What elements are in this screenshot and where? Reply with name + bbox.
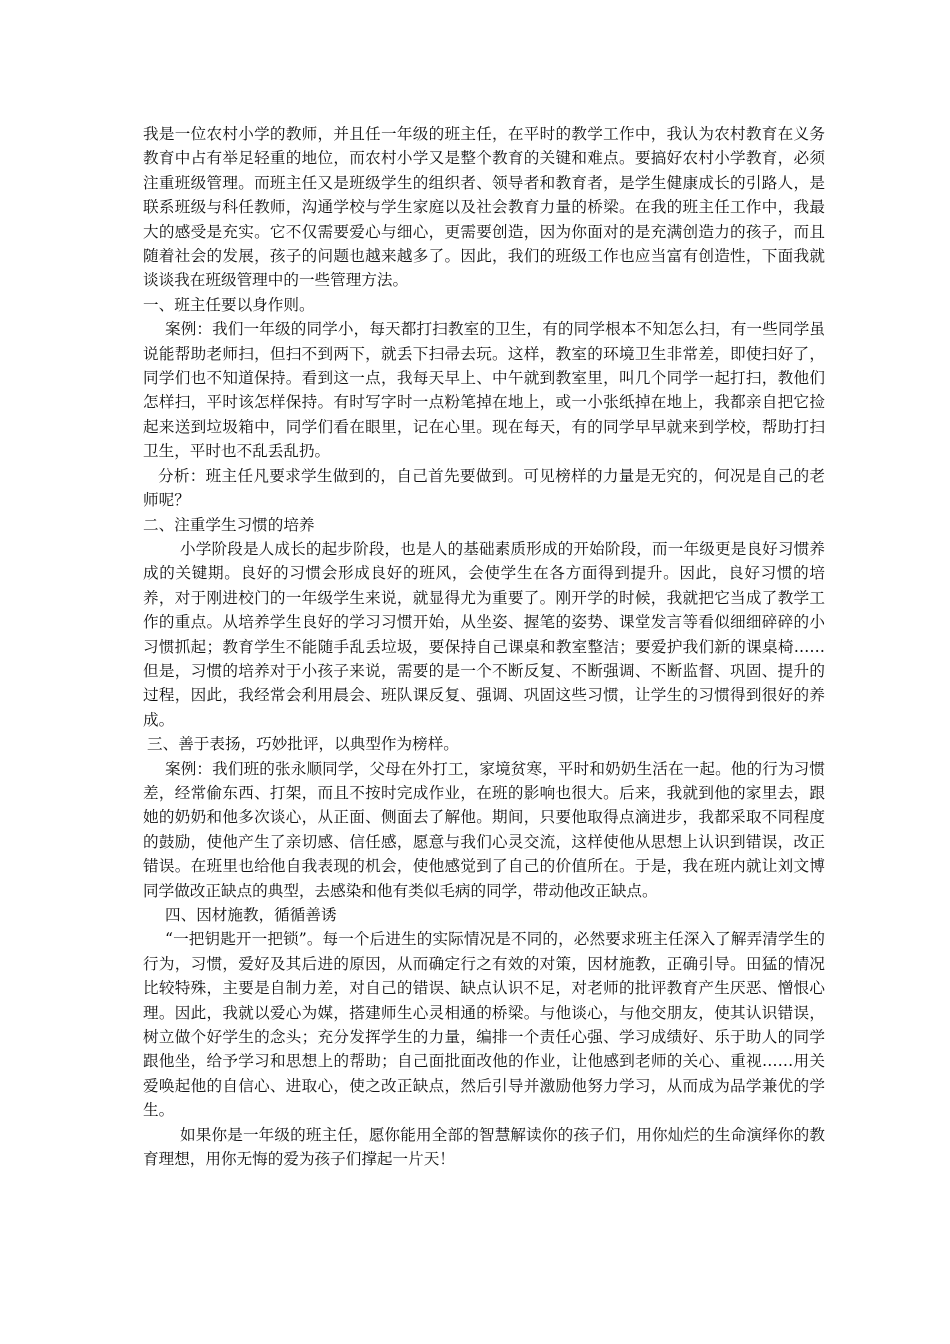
analysis-paragraph-1: 分析：班主任凡要求学生做到的，自己首先要做到。可见榜样的力量是无究的，何况是自己的老师呢？ (143, 466, 825, 510)
conclusion-paragraph: 如果你是一年级的班主任，愿你能用全部的智慧解读你的孩子们，用你灿烂的生命演绎你的教育理想，用你无悔的爱为孩子们撑起一片天！ (143, 1125, 825, 1169)
case-paragraph-1: 案例：我们一年级的同学小，每天都打扫教室的卫生，有的同学根本不知怎么扫，有一些同学虽说能帮助老师扫，但扫不到两下，就丢下扫帚去玩。这样，教室的环境卫生非常差，即使扫好了，同学们也不知道保持。看到这一点，我每天早上、中午就到教室里，叫几个同学一起打扫，教他们怎样扫，平时该怎样保持。有时写字时一点粉笔掉在地上，或一小张纸掉在地上，我都亲自把它捡起来送到垃圾箱中，同学们看在眼里，记在心里。现在每天，有的同学早早就来到学校，帮助打扫卫生，平时也不乱丢乱扔。 (143, 320, 825, 461)
body-paragraph-2: 小学阶段是人成长的起步阶段，也是人的基础素质形成的开始阶段，而一年级更是良好习惯养成的关键期。良好的习惯会形成良好的班风，会使学生在各方面得到提升。因此，良好习惯的培养，对于刚进校门的一年级学生来说，就显得尤为重要了。刚开学的时候，我就把它当成了教学工作的重点。从培养学生良好的学习习惯开始，从坐姿、握笔的姿势、课堂发言等看似细细碎碎的小习惯抓起；教育学生不能随手乱丢垃圾，要保持自己课桌和教室整洁；要爱护我们新的课桌椅……但是，习惯的培养对于小孩子来说，需要的是一个不断反复、不断强调、不断监督、巩固、提升的过程，因此，我经常会利用晨会、班队课反复、强调、巩固这些习惯，让学生的习惯得到很好的养成。 (143, 539, 825, 729)
document-page (143, 122, 825, 1171)
case-paragraph-3: 案例：我们班的张永顺同学，父母在外打工，家境贫寒，平时和奶奶生活在一起。他的行为习惯差，经常偷东西、打架，而且不按时完成作业，在班的影响也很大。后来，我就到他的家里去，跟她的奶奶和他多次谈心，从正面、侧面去了解他。期间，只要他取得点滴进步，我都采取不同程度的鼓励，使他产生了亲切感、信任感，愿意与我们心灵交流，这样使他从思想上认识到错误，改正错误。在班里也给他自我表现的机会，使他感觉到了自己的价值所在。于是，我在班内就让刘文博同学做改正缺点的典型，去感染和他有类似毛病的同学，带动他改正缺点。 (143, 759, 825, 900)
section-heading-4: 四、因材施教，循循善诱 (165, 906, 337, 924)
section-heading-2: 二、注重学生习惯的培养 (143, 515, 315, 534)
section-heading-1: 一、班主任要以身作则。 (143, 295, 315, 314)
section-heading-3: 三、善于表扬，巧妙批评，以典型作为榜样。 (147, 735, 459, 754)
body-paragraph-4: “一把钥匙开一把锁”。每一个后进生的实际情况是不同的，必然要求班主任深入了解弄清学生的行为，习惯，爱好及其后进的原因，从而确定行之有效的对策，因材施教，正确引导。田猛的情况比较特殊，主要是自制力差，对自己的错误、缺点认识不足，对老师的批评教育产生厌恶、憎恨心理。因此，我就以爱心为媒，搭建师生心灵相通的桥梁。与他谈心，与他交朋友，使其认识错误，树立做个好学生的念头；充分发挥学生的力量，编排一个责任心强、学习成绩好、乐于助人的同学跟他坐，给予学习和思想上的帮助；自己面批面改他的作业，让他感到老师的关心、重视……用关爱唤起他的自信心、进取心，使之改正缺点，然后引导并激励他努力学习，从而成为品学兼优的学生。 (143, 930, 825, 1120)
intro-paragraph: 我是一位农村小学的教师，并且任一年级的班主任，在平时的教学工作中，我认为农村教育在义务教育中占有举足轻重的地位，而农村小学又是整个教育的关键和难点。要搞好农村小学教育，必须注重班级管理。而班主任又是班级学生的组织者、领导者和教育者，是学生健康成长的引路人，是联系班级与科任教师，沟通学校与学生家庭以及社会教育力量的桥梁。在我的班主任工作中，我最大的感受是充实。它不仅需要爱心与细心，更需要创造，因为你面对的是充满创造力的孩子，而且随着社会的发展，孩子的问题也越来越多了。因此，我们的班级工作也应当富有创造性，下面我就谈谈我在班级管理中的一些管理方法。 (143, 125, 825, 290)
